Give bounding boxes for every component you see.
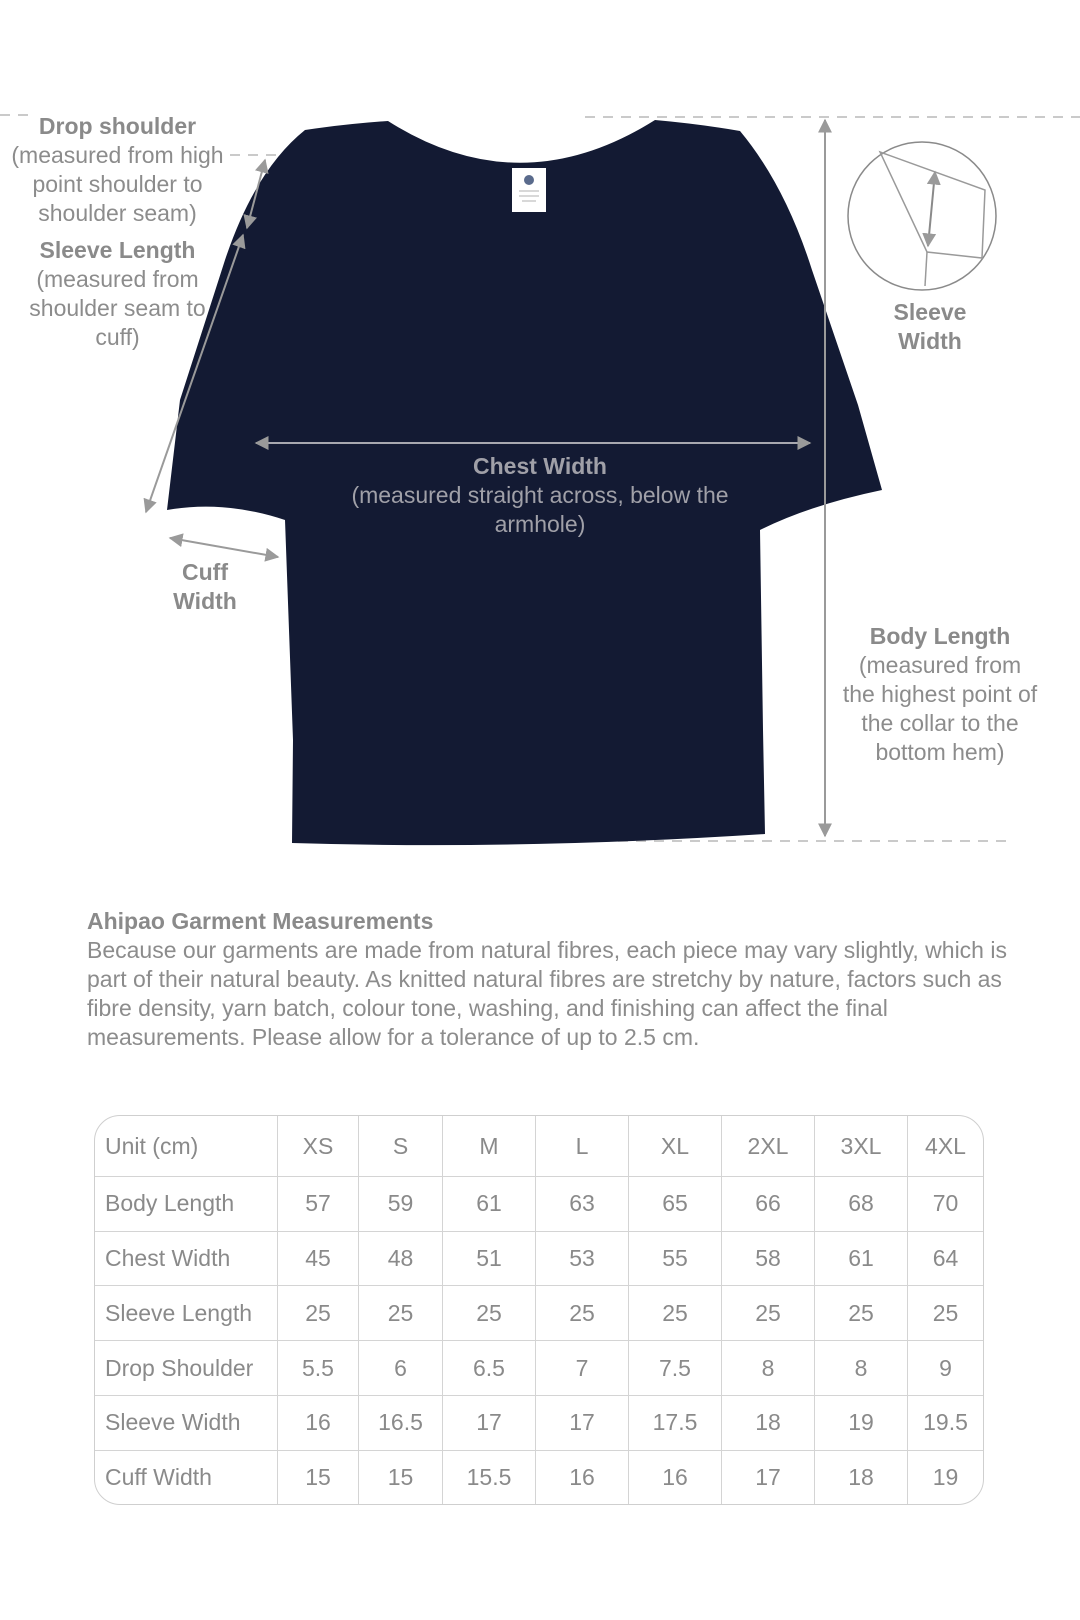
info-body: Because our garments are made from natural fibres, each piece may vary slightly, which is part of their natural beauty. As knitted natural fibres are stretchy by nature, factors such as fibre density, yarn batch, colour tone, washing, and finishing can affect the final measurements. Please allow for a tolerance of up to 2.5 cm.: [87, 937, 1007, 1050]
row-label: Sleeve Length: [95, 1286, 278, 1341]
table-cell: 16: [278, 1395, 359, 1450]
table-header-row: [95, 1116, 983, 1177]
table-cell: 48: [359, 1231, 443, 1286]
table-cell: 7: [536, 1341, 629, 1396]
sleeve-width-label: [860, 298, 1000, 356]
table-cell: 18: [722, 1395, 815, 1450]
measurement-info: [87, 907, 1007, 1052]
table-cell: 8: [722, 1341, 815, 1396]
table-cell: 61: [443, 1177, 536, 1232]
table-cell: 53: [536, 1231, 629, 1286]
table-cell: 25: [536, 1286, 629, 1341]
table-cell: 19.5: [908, 1395, 984, 1450]
table-cell: 61: [815, 1231, 908, 1286]
table-row: [95, 1450, 983, 1504]
table-cell: 58: [722, 1231, 815, 1286]
info-title: Ahipao Garment Measurements: [87, 908, 434, 934]
table-cell: 19: [932, 1463, 959, 1490]
header-cell: XL: [629, 1116, 722, 1177]
sleeve-length-label: [10, 236, 225, 352]
table-row: [95, 1286, 983, 1341]
table-cell: 25: [722, 1286, 815, 1341]
header-cell: 3XL: [815, 1116, 908, 1177]
table-cell: 25: [278, 1286, 359, 1341]
drop-shoulder-label: [0, 112, 235, 228]
table-cell: 15.5: [443, 1450, 536, 1504]
table-cell: 16: [629, 1450, 722, 1504]
table-cell: 7.5: [629, 1341, 722, 1396]
drop-shoulder-title: Drop shoulder: [38, 113, 197, 139]
table-cell: 19: [815, 1395, 908, 1450]
table-cell: 17.5: [629, 1395, 722, 1450]
table-cell: 9: [908, 1341, 984, 1396]
table-cell: 51: [443, 1231, 536, 1286]
header-cell: S: [359, 1116, 443, 1177]
table-cell: 64: [908, 1231, 984, 1286]
header-cell: Unit (cm): [95, 1116, 278, 1177]
table-cell: 65: [629, 1177, 722, 1232]
neck-tag: [512, 168, 546, 212]
table-cell: 17: [722, 1450, 815, 1504]
table-cell: 16.5: [359, 1395, 443, 1450]
row-label: Cuff Width: [95, 1450, 278, 1504]
sleeve-width-title: Sleeve Width: [893, 299, 967, 354]
row-label: Chest Width: [95, 1231, 278, 1286]
row-label: Body Length: [95, 1177, 278, 1232]
table-row: [95, 1231, 983, 1286]
table-cell: 6: [359, 1341, 443, 1396]
sleeve-width-detail: [848, 142, 996, 290]
header-cell: XS: [278, 1116, 359, 1177]
chest-width-description: (measured straight across, below the armhole): [351, 482, 729, 537]
table-row: [95, 1341, 983, 1396]
table-cell: 70: [908, 1177, 984, 1232]
cuff-width-title: Cuff Width: [173, 559, 237, 614]
drop-shoulder-description: (measured from high point shoulder to shoulder seam): [11, 142, 224, 226]
body-length-label: [840, 622, 1040, 767]
table-cell: 16: [536, 1450, 629, 1504]
table-cell: 59: [359, 1177, 443, 1232]
table-cell: 17: [536, 1395, 629, 1450]
table-row: [95, 1395, 983, 1450]
table-cell: 25: [815, 1286, 908, 1341]
table-cell: 68: [815, 1177, 908, 1232]
size-chart-table: [94, 1115, 984, 1505]
cuff-width-label: [150, 558, 260, 616]
table-cell: 8: [815, 1341, 908, 1396]
cuff-width-arrow: [170, 538, 278, 557]
sleeve-length-description: (measured from shoulder seam to cuff): [29, 266, 206, 350]
table-cell: 25: [443, 1286, 536, 1341]
sleeve-length-title: Sleeve Length: [39, 237, 196, 263]
chest-width-title: Chest Width: [473, 453, 607, 479]
header-cell: 4XL: [908, 1116, 984, 1177]
chest-width-label: [340, 452, 740, 539]
table-cell: 17: [443, 1395, 536, 1450]
table-cell: 45: [278, 1231, 359, 1286]
body-length-description: (measured from the highest point of the collar to the bottom hem): [842, 652, 1038, 765]
table-row: [95, 1177, 983, 1232]
table-cell: 15: [278, 1450, 359, 1504]
header-cell: M: [443, 1116, 536, 1177]
table-cell: 63: [536, 1177, 629, 1232]
table-cell: 25: [629, 1286, 722, 1341]
table-cell: 5.5: [278, 1341, 359, 1396]
header-cell: 2XL: [722, 1116, 815, 1177]
header-cell: L: [536, 1116, 629, 1177]
body-length-title: Body Length: [869, 623, 1011, 649]
table-cell: 6.5: [443, 1341, 536, 1396]
table-cell: 15: [359, 1450, 443, 1504]
table-cell: 25: [908, 1286, 984, 1341]
row-label: Sleeve Width: [95, 1395, 278, 1450]
table-cell: 25: [359, 1286, 443, 1341]
table-cell: 55: [629, 1231, 722, 1286]
table-cell: 18: [815, 1450, 908, 1504]
table-cell: 57: [278, 1177, 359, 1232]
row-label: Drop Shoulder: [95, 1341, 278, 1396]
table-cell: 66: [722, 1177, 815, 1232]
